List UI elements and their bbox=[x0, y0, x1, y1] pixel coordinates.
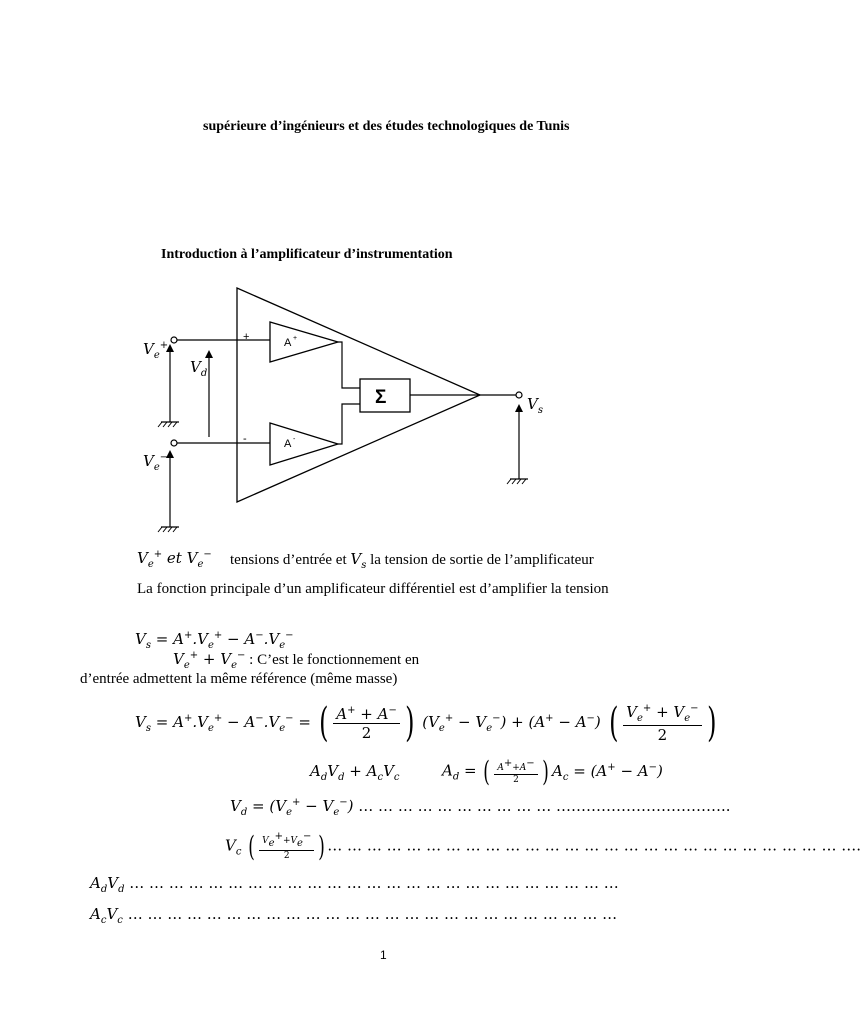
amp-minus-sup: - bbox=[293, 436, 296, 443]
equation-vc: $V_c$ ( $\frac{V_e^++V_e^-}{2}$ ) … … … … … … … … … … … … … … … … … … … … … … … … … … …. bbox=[225, 830, 861, 863]
label-ve-minus: $V_e^-$ bbox=[143, 452, 169, 473]
label-ve-plus: $V_e^+$ bbox=[143, 340, 169, 361]
equation-vs-basic: $V_s = A^+.V_e^+ - A^-.V_e^-$ bbox=[135, 630, 294, 651]
common-mode-note: $V_e^+ + V_e^-$ : C’est le fonctionnement en bbox=[173, 650, 420, 671]
equation-ac: $A_c = (A^+ - A^-)$ bbox=[552, 762, 663, 783]
inputs-symbols: $V_e^+$ et $V_e^-$ bbox=[137, 549, 212, 570]
same-reference-text: d’entrée admettent la même référence (même masse) bbox=[80, 671, 398, 687]
label-vd: $V_d$ bbox=[190, 358, 208, 379]
inputs-description: tensions d’entrée et $V_s$ la tension de sortie de l’amplificateur bbox=[230, 550, 594, 571]
equation-ad: $A_d$ = ( $\frac{A^++A^-}{2}$ ) bbox=[442, 755, 549, 788]
output-terminal bbox=[516, 392, 522, 398]
amp-plus-sup: + bbox=[293, 335, 298, 342]
equation-vd: $V_d = (V_e^+ - V_e^-)$ … … … … … … … … … … …………………………….. bbox=[230, 797, 731, 818]
equation-vs-expanded: $V_s = A^+.V_e^+ - A^-.V_e^-$ = ( $\frac{A^+ + A^-}{2}$ ) $(V_e^+ - V_e^-) + (A^+ - A^-)$ ( $\frac{V_e^+ + V_e^-}{2}$ ) bbox=[135, 700, 717, 746]
amp-minus-label: A bbox=[284, 438, 292, 450]
line-acvc: $A_cV_c$ … … … … … … … … … … … … … … … … … … … … … … … … … bbox=[90, 905, 618, 926]
instrumentation-amplifier-diagram bbox=[130, 280, 560, 540]
plus-sign: + bbox=[243, 331, 250, 343]
input-minus-terminal bbox=[171, 440, 177, 446]
line-advd: $A_dV_d$ … … … … … … … … … … … … … … … … … … … … … … … … … bbox=[90, 874, 619, 895]
amp-plus-label: A bbox=[284, 337, 292, 349]
equation-ad-vd-ac-vc: $A_dV_d + A_cV_c$ bbox=[310, 762, 400, 783]
institution-header: supérieure d’ingénieurs et des études technologiques de Tunis bbox=[203, 119, 570, 134]
label-vs: $V_s$ bbox=[527, 395, 543, 416]
input-plus-terminal bbox=[171, 337, 177, 343]
minus-sign: - bbox=[243, 433, 247, 445]
section-title: Introduction à l’amplificateur d’instrumentation bbox=[161, 247, 453, 262]
amp-minus-triangle bbox=[270, 423, 338, 465]
main-function-text: La fonction principale d’un amplificateur différentiel est d’amplifier la tension bbox=[137, 581, 609, 597]
page-number: 1 bbox=[380, 948, 387, 962]
sum-symbol: Σ bbox=[375, 387, 387, 408]
